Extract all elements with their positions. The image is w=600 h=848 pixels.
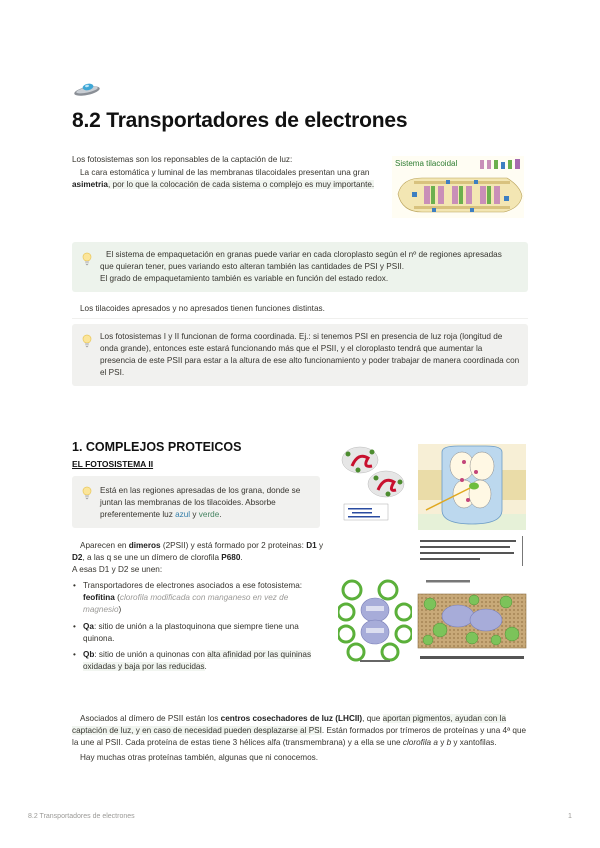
bold-asimetria: asimetria [72,179,108,189]
thylakoid-system-figure [392,156,524,218]
green-word: verde [198,509,220,519]
psii-lhcii-figure [338,578,412,664]
blue-word: azul [175,509,191,519]
callout-coordination [72,324,528,386]
callout-line: que quieran tener, pues variando esto alteran también las cantidades de PSI y PSII. [100,261,405,271]
intro-line: Los fotosistemas son los reponsables de la captación de luz: [72,155,293,164]
psii-dimer-figure [338,442,410,522]
subsection-heading: EL FOTOSISTEMA II [72,459,154,469]
section-heading: 1. COMPLEJOS PROTEICOS [72,440,242,454]
lightbulb-icon [82,252,92,266]
grana-complexes-figure [416,580,528,664]
page-number: 1 [568,813,572,820]
figure-title: Sistema tilacoidal [395,159,458,168]
list-item: • Qa: sitio de unión a la plastoquinona que siempre tiene una quinona. [72,621,324,645]
paragraph-thylakoids: Los tilacoides apresados y no apresados tienen funciones distintas. [80,304,325,313]
callout-line: El sistema de empaquetación en granas puede variar en cada cloroplasto según el nº de regiones apresadas [106,250,502,259]
lightbulb-icon [82,486,92,500]
paragraph-dimers: Aparecen en dimeros (2PSII) y está formado por 2 proteinas: D1 y D2, a las q se une un dímero de clorofila P680. A esas D1 y D2 se unen: [72,541,324,574]
callout-text: Los fotosistemas I y II funcionan de forma coordinada. Ej.: si tenemos PSI en presencia de luz roja (longitud de onda grande), entonces este estará funcionando más que el PSII, y el cloroplasto tendrá que aumentar la presencia de este PSII para estar a la altura de ese alto funcionamiento y poder trabajar de manera coordinada con el PSI. [100,332,520,377]
page-title: 8.2 Transportadores de electrones [72,109,408,132]
callout-text: Está en las regiones apresadas de los grana, donde se juntan las membranas de los tilacoides. Absorbe preferentemente luz azul y verde. [100,486,301,519]
paragraph-other-proteins: Hay muchas otras proteínas también, algunas que ni conocemos. [80,753,319,762]
intro-paragraph: La cara estomática y luminal de las membranas tilacoidales presentan una gran asimetria, por lo que la colocación de cada sistema o complejo es muy importante. [72,168,375,189]
psii-structure-diagram [418,444,526,572]
divider [72,318,528,319]
list-item: • Transportadores de electrones asociados a ese fotosistema: feofitina (clorofila modificada con manganeso en vez de magnesio) [72,580,324,616]
callout-line: El grado de empaquetamiento también es variable en función del estado redox. [100,273,389,283]
callout-psii [72,476,320,528]
lightbulb-icon [82,334,92,348]
paragraph-lhcii: Asociados al dímero de PSII están los centros cosechadores de luz (LHCII), que aportan pigmentos, ayudan con la captación de luz, y en caso de necesidad pueden desplazarse al PSI. Están formados por trímeros de proteínas y una 4ª que la une al PSII. Cada proteína de estas tiene 3 hélices alfa (transmembrana) y a ella se une clorofila a y b y xantofilas. [72,714,527,747]
list-item: • Qb: sitio de unión a quinonas con alta afinidad por las quininas oxidadas y baja por las reducidas. [72,649,324,673]
bullet-list [72,580,324,678]
callout-packaging [72,242,528,292]
ufo-icon [72,80,102,98]
footer-title: 8.2 Transportadores de electrones [28,813,135,820]
